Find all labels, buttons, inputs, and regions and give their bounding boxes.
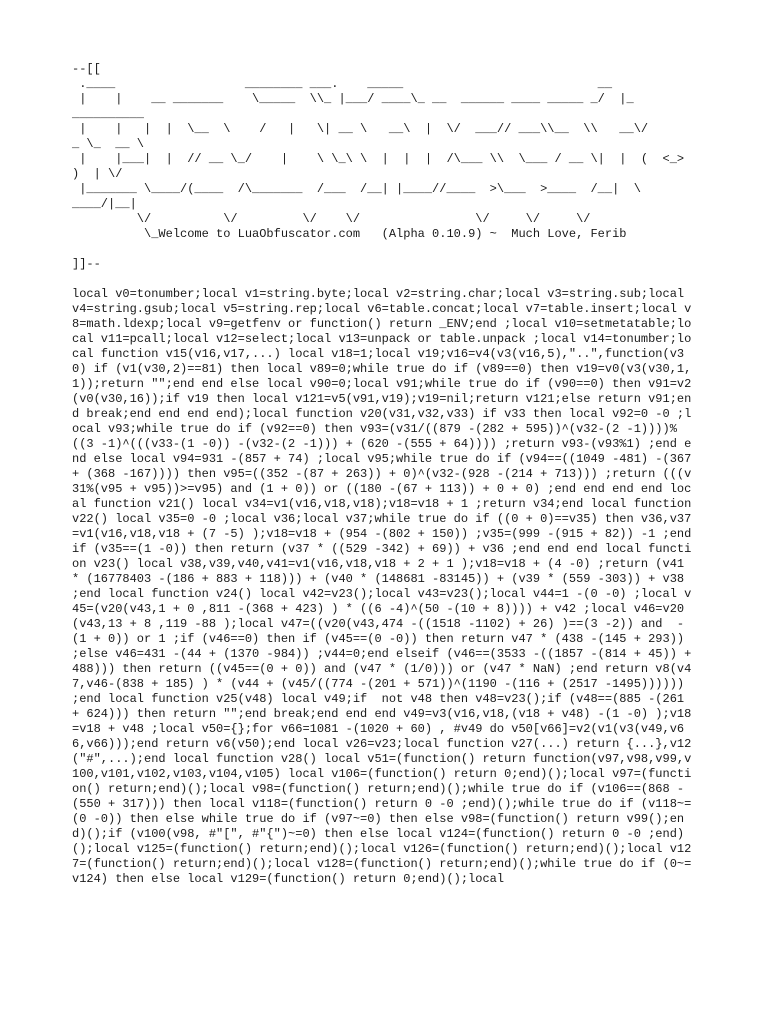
document-page — [72, 62, 699, 887]
ascii-banner-header: --[[ .____ ________ ___. _____ __ | | __ _______ \_____ \\_ |___/ ____\_ __ ______ ____ _____ _/ |_ __________ | | | | \__ \ / | \| __ \ __\ | \/ ___// ___\\__ \\ __\/ _ \_ __ \ | |___| | // __ \_/ | \ \_\ \ | | | /\___ \\ \___ / __ \| | ( <_> ) | \/ |_______ \____/(____ /\_______ /___ /__| |____//____ >\___ >____ /__| \ ____/|__| \/ \/ \/ \/ \/ \/ \/ \_Welcome to LuaObfuscator.com (Alpha 0.10.9) ~ Much Love, Ferib — [72, 62, 685, 241]
comment-close: ]]-- — [72, 257, 101, 271]
obfuscated-code-body: local v0=tonumber;local v1=string.byte;local v2=string.char;local v3=string.sub;local v4=string.gsub;local v5=string.rep;local v6=table.concat;local v7=table.insert;local v8=math.ldexp;local v9=getfenv or function() return _ENV;end ;local v10=setmetatable;local v11=pcall;local v12=select;local v13=unpack or table.unpack ;local v14=tonumber;local function v15(v16,v17,...) local v18=1;local v19;v16=v4(v3(v16,5),"..",function(v30) if (v1(v30,2)==81) then local v89=0;while true do if (v89==0) then v19=v0(v3(v30,1,1));return "";end end else local v90=0;local v91;while true do if (v90==0) then v91=v2(v0(v30,16));if v19 then local v121=v5(v91,v19);v19=nil;return v121;else return v91;end break;end end end end);local function v20(v31,v32,v33) if v33 then local v92=0 -0 ;local v93;while true do if (v92==0) then v93=(v31/((879 -(282 + 595))^(v32-(2 -1))))%((3 -1)^(((v33-(1 -0)) -(v32-(2 -1))) + (620 -(555 + 64)))) ;return v93-(v93%1) ;end end else local v94=931 -(857 + 74) ;local v95;while true do if (v94==((1049 -481) -(367 + (368 -167)))) then v95=((352 -(87 + 263)) + 0)^(v32-(928 -(214 + 713))) ;return (((v31%(v95 + v95))>=v95) and (1 + 0)) or ((180 -(67 + 113)) + 0 + 0) ;end end end end local function v21() local v34=v1(v16,v18,v18);v18=v18 + 1 ;return v34;end local function v22() local v35=0 -0 ;local v36;local v37;while true do if ((0 + 0)==v35) then v36,v37=v1(v16,v18,v18 + (7 -5) );v18=v18 + (954 -(802 + 150)) ;v35=(999 -(915 + 82)) -1 ;end if (v35==(1 -0)) then return (v37 * ((529 -342) + 69)) + v36 ;end end end local function v23() local v38,v39,v40,v41=v1(v16,v18,v18 + 2 + 1 );v18=v18 + (4 -0) ;return (v41 * (16778403 -(186 + 883 + 118))) + (v40 * (148681 -83145)) + (v39 * (559 -303)) + v38 ;end local function v24() local v42=v23();local v43=v23();local v44=1 -(0 -0) ;local v45=(v20(v43,1 + 0 ,811 -(368 + 423) ) * ((6 -4)^(50 -(10 + 8)))) + v42 ;local v46=v20(v43,13 + 8 ,119 -88 );local v47=((v20(v43,474 -((1518 -1102) + 26) )==(3 -2)) and -(1 + 0)) or 1 ;if (v46==0) then if (v45==(0 -0)) then return v47 * (438 -(145 + 293)) ;else v46=431 -(44 + (1370 -984)) ;v44=0;end elseif (v46==(3533 -((1857 -(814 + 45)) + 488))) then return ((v45==(0 + 0)) and (v47 * (1/0))) or (v47 * NaN) ;end return v8(v47,v46-(838 + 185) ) * (v44 + (v45/((774 -(201 + 571))^(1190 -(116 + (2517 -1495)))))) ;end local function v25(v48) local v49;if not v48 then v48=v23();if (v48==(885 -(261 + 624))) then return "";end break;end end end v49=v3(v16,v18,(v18 + v48) -(1 -0) );v18=v18 + v48 ;local v50={};for v66=1081 -(1020 + 60) , #v49 do v50[v66]=v2(v1(v3(v49,v66,v66)));end return v6(v50);end local v26=v23;local function v27(...) return {...},v12("#",...);end local function v28() local v51=(function() return function(v97,v98,v99,v100,v101,v102,v103,v104,v105) local v106=(function() return 0;end)();local v97=(function() return;end)();local v98=(function() return;end)();while true do if (v106==(868 -(550 + 317))) then local v118=(function() return 0 -0 ;end)();while true do if (v118~=(0 -0)) then else while true do if (v97~=0) then else v98=(function() return v99();end)();if (v100(v98, #"[", #"{")~=0) then else local v124=(function() return 0 -0 ;end)();local v125=(function() return;end)();local v126=(function() return;end)();local v127=(function() return;end)();local v128=(function() return;end)();while true do if (0~=v124) then else local v129=(function() return 0;end)();local — [72, 287, 699, 886]
